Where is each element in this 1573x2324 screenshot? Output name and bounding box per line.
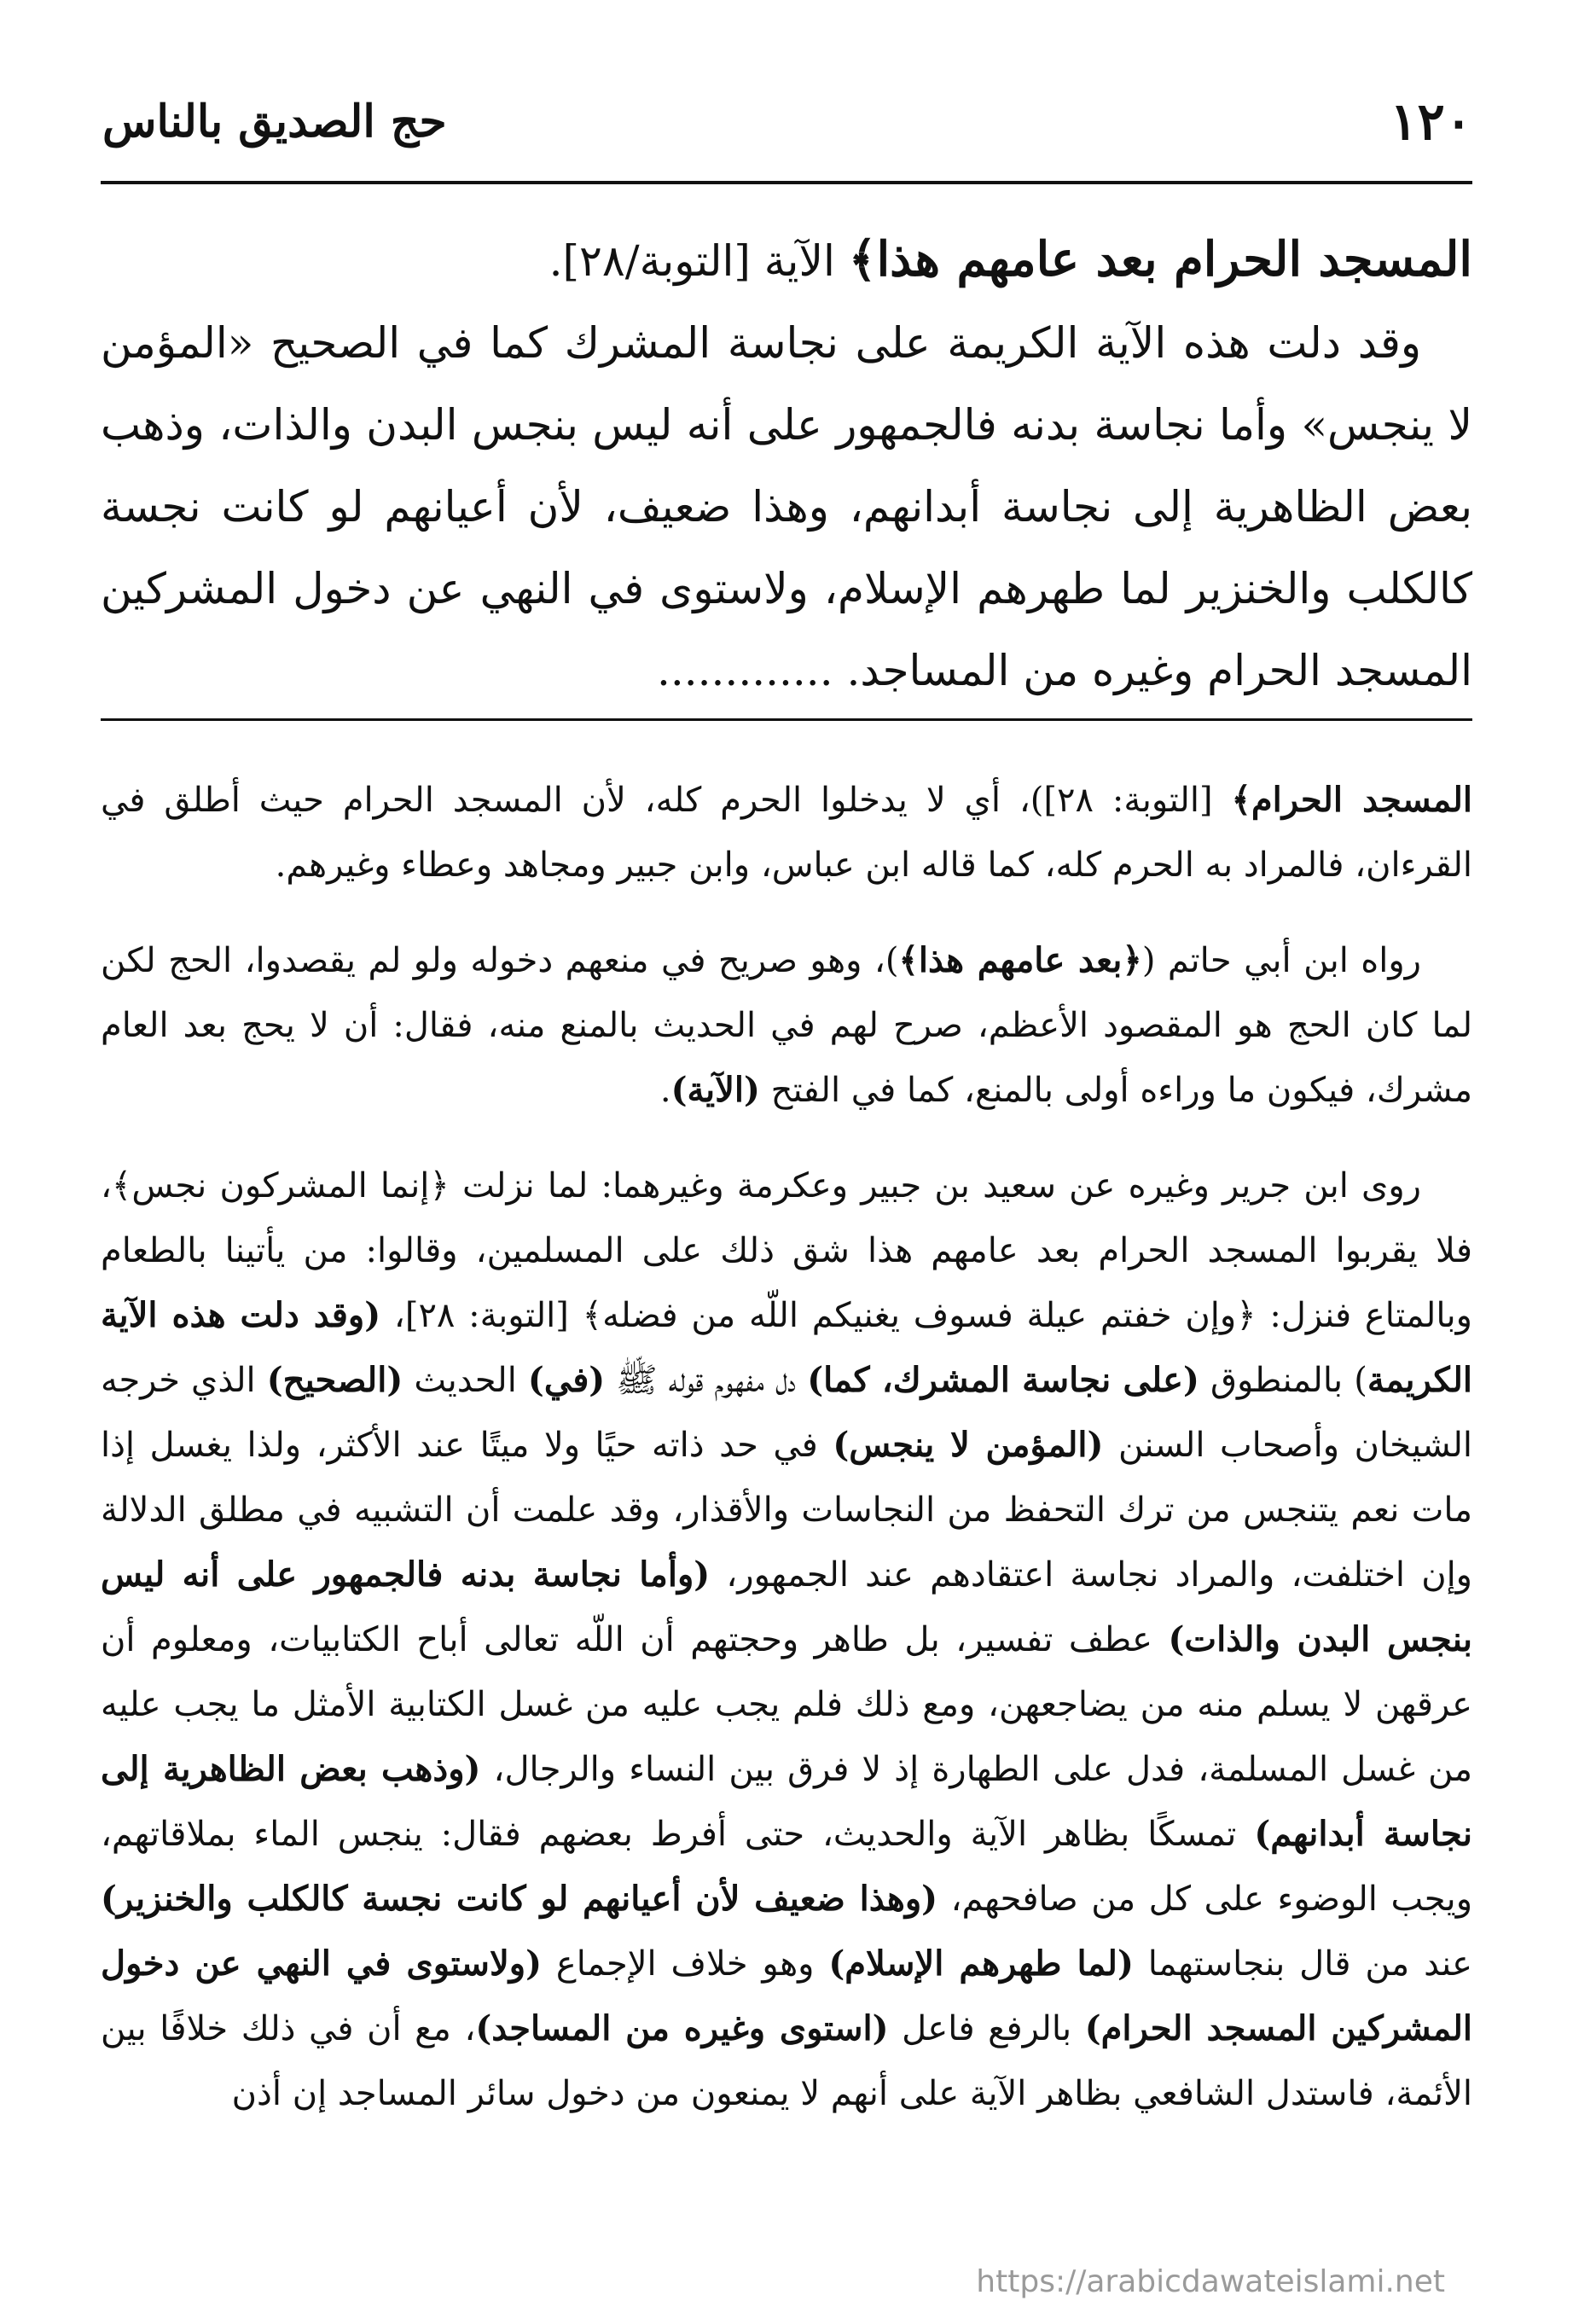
commentary-paragraph-3 [101,1153,1472,2126]
main-paragraph-1 [101,218,1472,302]
commentary-p2-quote: ﴿بعد عامهم هذا﴾ [898,940,1142,980]
running-title: حج الصديق بالناس [102,96,447,148]
header-rule [101,181,1472,184]
commentary-p3-segment: الحديث [403,1361,528,1400]
commentary-p3-bold-segment: (وقد دلت هذه الآية الكريمة [101,1295,1473,1400]
commentary-p3-bold-segment: (وذهب بعض الظاهرية إلى نجاسة أبدانهم) [101,1749,1472,1854]
commentary-p2-c: )، وهو صريح في منعهم دخوله ولو لم يقصدوا، الحج لكن لما كان الحج هو المقصود الأعظم، صرح لهم في الحديث بالمنع منه، فقال: أن لا يحج بعد العام مشرك، فيكون ما وراءه أولى بالمنع، كما في الفتح [101,941,1473,1110]
commentary-p3-segment: وهو خلاف الإجماع [542,1944,829,1984]
commentary-p3-bold-segment: (ولاستوى في النهي عن دخول المشركين المسجد الحرام) [101,1943,1472,2048]
commentary-p3-bold-segment: (لما طهرهم الإسلام) [828,1943,1134,1984]
commentary-paragraph-2 [101,928,1472,1123]
commentary-text [101,768,1472,2157]
watermark-url: https://arabicdawateislami.net [976,2264,1445,2299]
commentary-p2-ayah: (الآية) [670,1070,760,1110]
main-paragraph-2 [101,302,1472,712]
main-lead-reference: الآية [التوبة/٢٨]. [549,236,849,286]
commentary-p1-bold: المسجد الحرام﴾ [1231,780,1473,820]
footnote-separator [101,718,1472,721]
commentary-p3-bold-segment: (استوى وغيره من المساجد) [475,2008,889,2048]
page-header [102,92,1472,169]
commentary-p3-segment: الذي خرجه الشيخان وأصحاب السنن [101,1361,1473,1465]
commentary-p3-bold-segment: (وهذا ضعيف لأن أعيانهم لو كانت نجسة كالكلب والخنزير) [101,1879,938,1919]
leader-dots: ............. [656,646,833,695]
commentary-p3-bold-segment: (المؤمن لا ينجس) [833,1425,1104,1465]
commentary-p3-bold-segment: (الصحيح) [266,1360,403,1400]
commentary-p3-segment: تمسكًا بظاهر الآية والحديث، حتى أفرط بعضهم فقال: ينجس الماء بملاقاتهم، ويجب الوضوء على كل من صافحهم، [101,1815,1473,1919]
commentary-p3-bold-segment: (على نجاسة المشرك، كما) [807,1360,1199,1400]
commentary-p3-segment: ، مع أن في ذلك خلافًا بين الأئمة، فاستدل الشافعي بظاهر الآية على أنهم لا يمنعون من دخول سائر المساجد إن أذن [101,2009,1472,2113]
main-paragraph-text: وقد دلت هذه الآية الكريمة على نجاسة المشرك كما في الصحيح «المؤمن لا ينجس» وأما نجاسة بدنه فالجمهور على أنه ليس بنجس البدن والذات، وذهب بعض الظاهرية إلى نجاسة أبدانهم، وهذا ضعيف، لأن أعيانهم لو كانت نجسة كالكلب والخنزير لما طهرهم الإسلام، ولاستوى في النهي عن دخول المشركين المسجد الحرام وغيره من المساجد. [101,318,1472,695]
commentary-p3-segment: بالرفع فاعل [888,2009,1085,2048]
commentary-p3-bold-segment: (في) [527,1360,606,1400]
commentary-p3-segment: في حد ذاته حيًا ولا ميتًا عند الأكثر، ولذا يغسل إذا مات نعم يتنجس من ترك التحفظ من النجاسات والأقذار، وقد علمت أن التشبيه في مطلق الدلالة وإن اختلفت، والمراد نجاسة اعتقادهم عند الجمهور، [101,1426,1473,1595]
commentary-p3-bold-segment: (وأما نجاسة بدنه فالجمهور على أنه ليس بنجس البدن والذات) [101,1554,1472,1659]
commentary-p3-segment: ) بالمنطوق [1199,1361,1367,1400]
commentary-p2-a: رواه ابن أبي حاتم ( [1141,941,1421,980]
main-text [101,218,1472,712]
commentary-p1-text: [التوبة: ٢٨])، أي لا يدخلوا الحرم كله، لأن المسجد الحرام حيث أطلق في القرءان، فالمراد به الحرم كله، كما قاله ابن عباس، وابن جبير ومجاهد وعطاء وغيرهم. [101,781,1472,885]
commentary-paragraph-1 [101,768,1472,898]
commentary-p3-segment: عند من قال بنجاستهما [1133,1944,1472,1984]
main-lead-quote: المسجد الحرام بعد عامهم هذا﴾ [848,231,1472,288]
page-number: ١٢٠ [1390,92,1472,152]
commentary-p3-segment: دل مفهوم قوله ﷺ [605,1361,808,1400]
commentary-p2-e: . [659,1071,671,1110]
commentary-p3-segment: عطف تفسير، بل طاهر وحجتهم أن اللّه تعالى أباح الكتابيات، ومعلوم أن عرقهن لا يسلم منه من يضاجعهن، ومع ذلك فلم يجب عليه من غسل الكتابية الأمثل ما يجب عليه من غسل المسلمة، فدل على الطهارة إذ لا فرق بين النساء والرجال، [101,1620,1473,1789]
commentary-p3-segment: روى ابن جرير وغيره عن سعيد بن جبير وعكرمة وغيرهما: لما نزلت ﴿إنما المشركون نجس﴾، فلا يقربوا المسجد الحرام بعد عامهم هذا شق ذلك على المسلمين، وقالوا: من يأتينا بالطعام وبالمتاع فنزل: ﴿وإن خفتم عيلة فسوف يغنيكم اللّه من فضله﴾ [التوبة: ٢٨]، [101,1166,1473,1335]
